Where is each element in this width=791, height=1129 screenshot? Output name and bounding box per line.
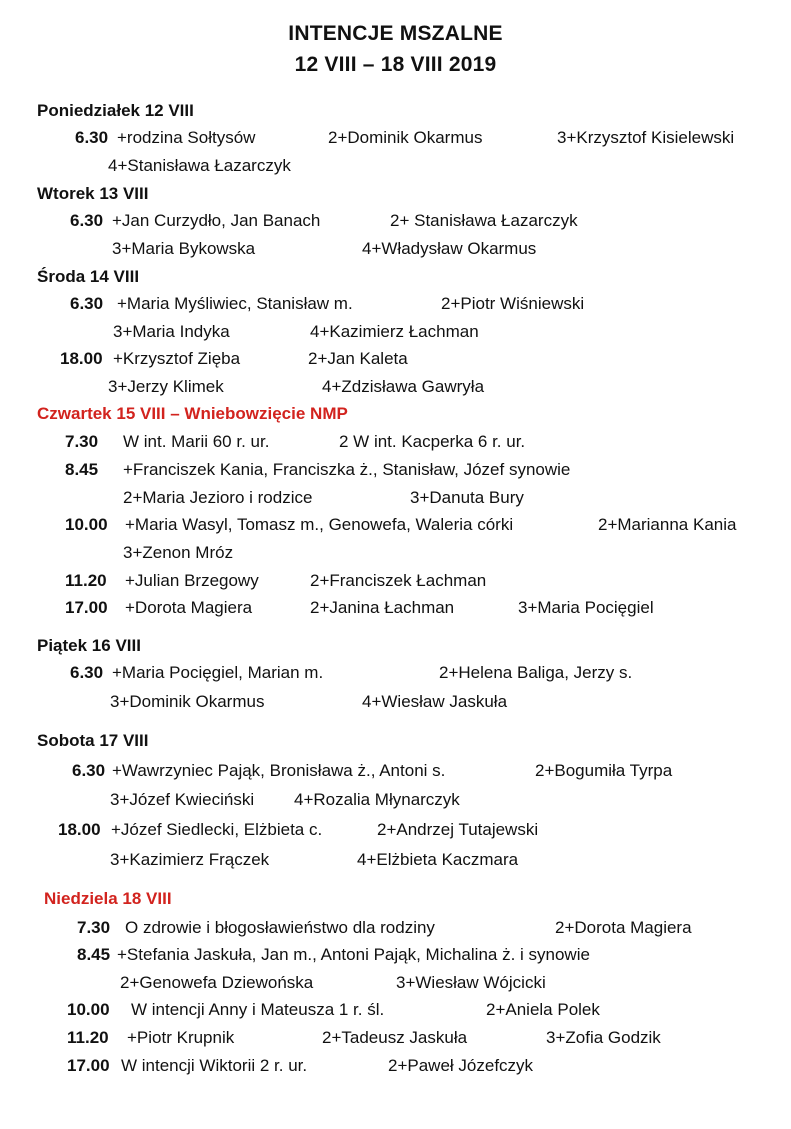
intention: +Józef Siedlecki, Elżbieta c. xyxy=(111,820,323,839)
intention: +Maria Myśliwiec, Stanisław m. xyxy=(117,294,353,313)
document-title: INTENCJE MSZALNE xyxy=(288,22,503,45)
intention: 4+Wiesław Jaskuła xyxy=(362,692,508,711)
day-heading-saturday: Sobota 17 VIII xyxy=(37,731,149,750)
intention: 4+Władysław Okarmus xyxy=(362,239,537,258)
mass-time: 18.00 xyxy=(58,820,101,839)
intention: 3+Maria Pocięgiel xyxy=(518,598,654,617)
intention: 2+Tadeusz Jaskuła xyxy=(322,1028,468,1047)
intention: 3+Kazimierz Frączek xyxy=(110,850,270,869)
intention: W int. Marii 60 r. ur. xyxy=(123,432,270,451)
intention: 2+Jan Kaleta xyxy=(308,349,408,368)
intention: 2+Aniela Polek xyxy=(486,1000,600,1019)
mass-time: 6.30 xyxy=(70,294,104,313)
intention: 4+Kazimierz Łachman xyxy=(310,322,479,341)
intention: +Jan Curzydło, Jan Banach xyxy=(112,211,321,230)
intention: 2+Bogumiła Tyrpa xyxy=(535,761,673,780)
intention: 2+Genowefa Dziewońska xyxy=(120,973,314,992)
day-heading-friday: Piątek 16 VIII xyxy=(37,636,141,655)
intention: 2+ Stanisława Łazarczyk xyxy=(390,211,578,230)
day-heading-tuesday: Wtorek 13 VIII xyxy=(37,184,149,203)
intention: 3+Zenon Mróz xyxy=(123,543,234,562)
intention: +Stefania Jaskuła, Jan m., Antoni Pająk, Michalina ż. i synowie xyxy=(117,945,590,964)
day-heading-sunday: Niedziela 18 VIII xyxy=(44,889,172,908)
intention: +Piotr Krupnik xyxy=(127,1028,235,1047)
intention: 2 W int. Kacperka 6 r. ur. xyxy=(339,432,526,451)
intention: 3+Józef Kwieciński xyxy=(110,790,255,809)
mass-time: 8.45 xyxy=(77,945,111,964)
intention: 3+Wiesław Wójcicki xyxy=(396,973,546,992)
intention: W intencji Anny i Mateusza 1 r. śl. xyxy=(131,1000,385,1019)
intention: 4+Rozalia Młynarczyk xyxy=(294,790,460,809)
intention: 3+Danuta Bury xyxy=(410,488,524,507)
mass-time: 8.45 xyxy=(65,460,99,479)
mass-time: 11.20 xyxy=(67,1028,109,1047)
intention: +Franciszek Kania, Franciszka ż., Stanisław, Józef synowie xyxy=(123,460,571,479)
intention: 2+Dominik Okarmus xyxy=(328,128,483,147)
intention: 2+Andrzej Tutajewski xyxy=(377,820,539,839)
mass-time: 7.30 xyxy=(77,918,111,937)
intention: 2+Janina Łachman xyxy=(310,598,455,617)
intention: +Krzysztof Zięba xyxy=(113,349,241,368)
intention: 2+Helena Baliga, Jerzy s. xyxy=(439,663,633,682)
day-heading-monday: Poniedziałek 12 VIII xyxy=(37,101,194,120)
intention: 2+Maria Jezioro i rodzice xyxy=(123,488,313,507)
mass-time: 17.00 xyxy=(65,598,108,617)
intention: 4+Elżbieta Kaczmara xyxy=(357,850,519,869)
mass-time: 10.00 xyxy=(67,1000,110,1019)
intention: +Julian Brzegowy xyxy=(125,571,259,590)
intention: 4+Stanisława Łazarczyk xyxy=(108,156,291,175)
intention: 3+Maria Indyka xyxy=(113,322,230,341)
mass-time: 6.30 xyxy=(70,663,104,682)
intention: +Maria Pocięgiel, Marian m. xyxy=(112,663,324,682)
intention: +rodzina Sołtysów xyxy=(117,128,256,147)
mass-time: 6.30 xyxy=(70,211,104,230)
intention: 2+Piotr Wiśniewski xyxy=(441,294,585,313)
mass-time: 7.30 xyxy=(65,432,99,451)
intention: 3+Maria Bykowska xyxy=(112,239,256,258)
intention: 2+Marianna Kania xyxy=(598,515,737,534)
intention: 2+Dorota Magiera xyxy=(555,918,692,937)
mass-time: 6.30 xyxy=(72,761,106,780)
day-heading-thursday: Czwartek 15 VIII – Wniebowzięcie NMP xyxy=(37,404,348,423)
mass-time: 6.30 xyxy=(75,128,109,147)
mass-time: 17.00 xyxy=(67,1056,110,1075)
mass-time: 18.00 xyxy=(60,349,103,368)
intention: 2+Paweł Józefczyk xyxy=(388,1056,534,1075)
intention: +Dorota Magiera xyxy=(125,598,253,617)
intention: 3+Zofia Godzik xyxy=(546,1028,661,1047)
intention: +Maria Wasyl, Tomasz m., Genowefa, Waleria córki xyxy=(125,515,514,534)
document-date-range: 12 VIII – 18 VIII 2019 xyxy=(294,53,497,76)
intention: 3+Krzysztof Kisielewski xyxy=(557,128,735,147)
intention: 3+Dominik Okarmus xyxy=(110,692,265,711)
intention: +Wawrzyniec Pająk, Bronisława ż., Antoni s. xyxy=(112,761,446,780)
mass-time: 11.20 xyxy=(65,571,107,590)
intention: 4+Zdzisława Gawryła xyxy=(322,377,485,396)
intention: O zdrowie i błogosławieństwo dla rodziny xyxy=(125,918,435,937)
intention: W intencji Wiktorii 2 r. ur. xyxy=(121,1056,308,1075)
mass-time: 10.00 xyxy=(65,515,108,534)
intention: 2+Franciszek Łachman xyxy=(310,571,487,590)
day-heading-wednesday: Środa 14 VIII xyxy=(37,267,140,286)
intention: 3+Jerzy Klimek xyxy=(108,377,224,396)
